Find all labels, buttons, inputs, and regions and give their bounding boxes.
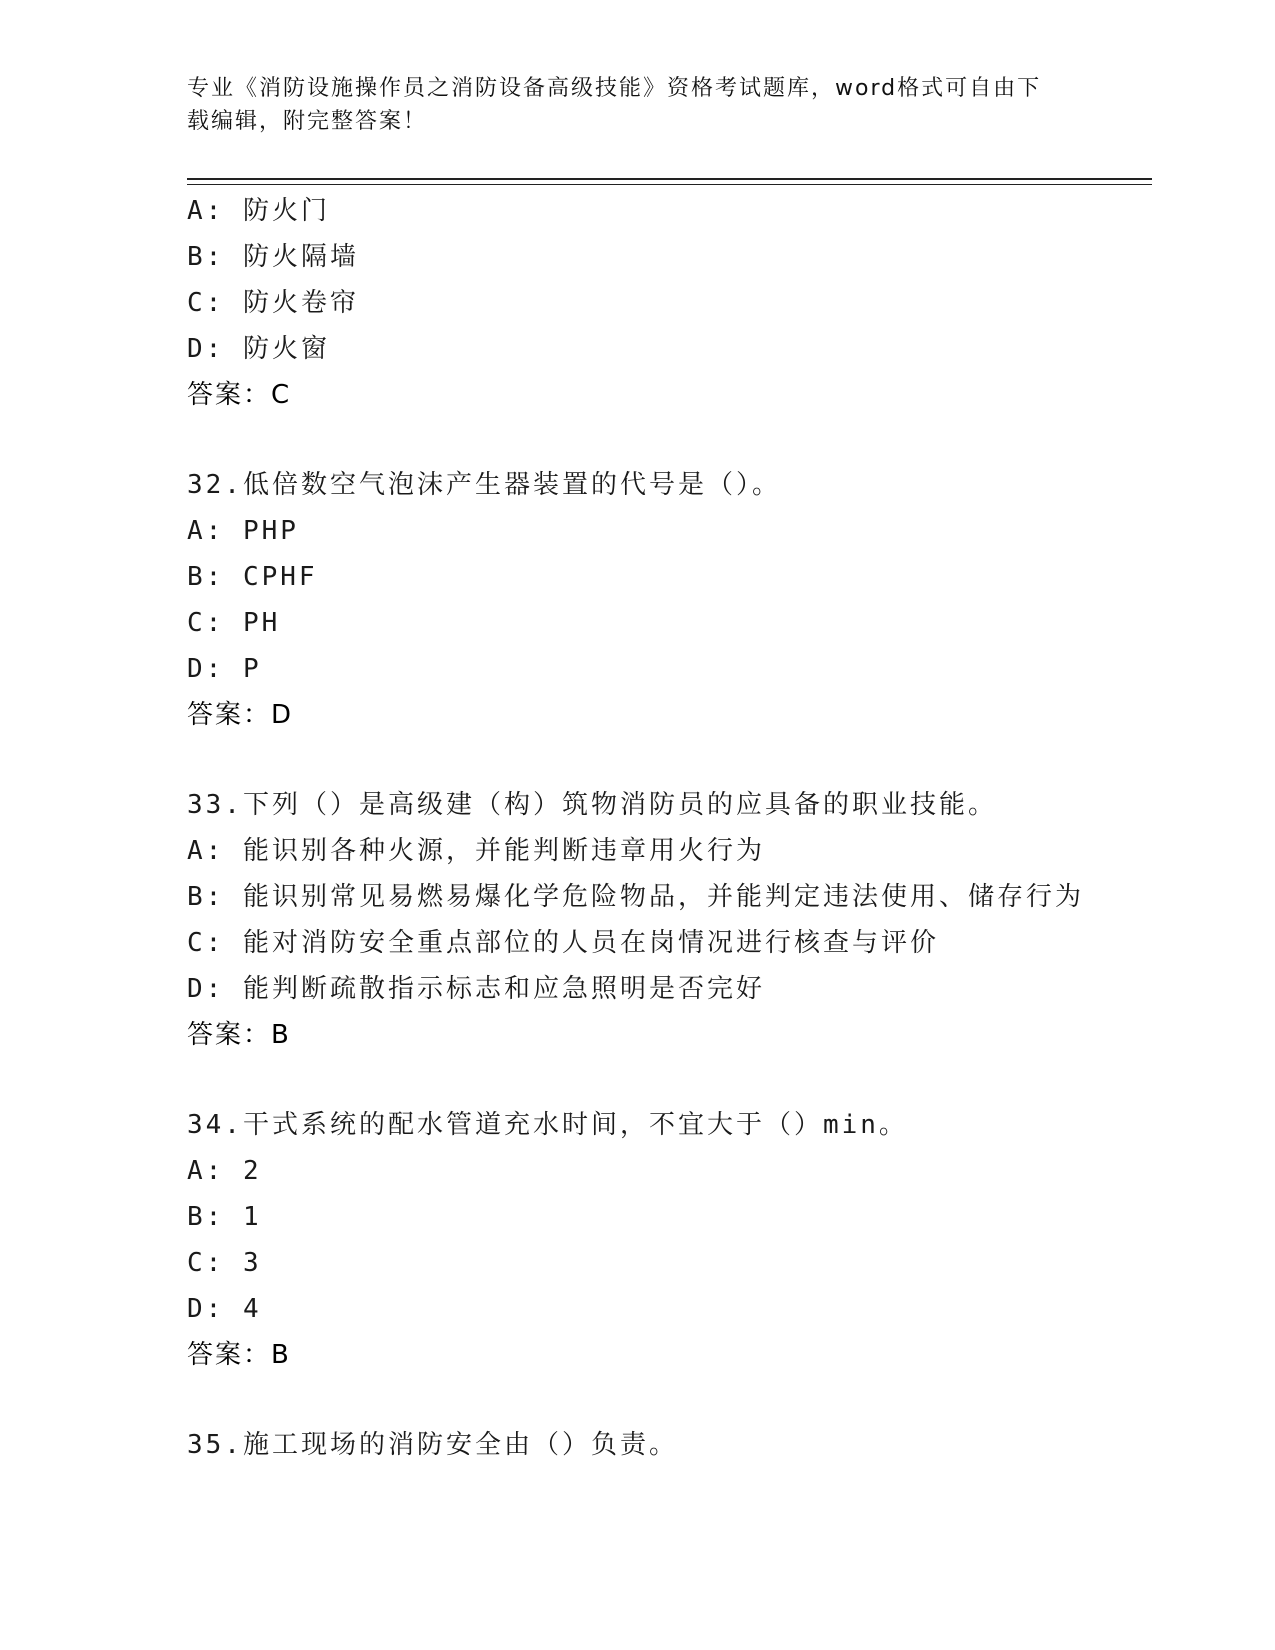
header-divider-thin	[187, 184, 1152, 185]
question-block-34	[187, 1102, 1137, 1378]
option-c: C: 防火卷帘	[187, 288, 359, 318]
option-d: D: P	[187, 654, 262, 684]
question-stem: 34.干式系统的配水管道充水时间，不宜大于（）min。	[187, 1110, 908, 1140]
option-a: A: 2	[187, 1156, 262, 1186]
option-b: B: 能识别常见易燃易爆化学危险物品，并能判定违法使用、储存行为	[187, 882, 1084, 912]
header-divider-thick	[187, 178, 1152, 180]
answer-line: 答案：B	[187, 1020, 291, 1050]
option-c: C: PH	[187, 608, 281, 638]
spacer	[187, 738, 1137, 782]
spacer	[187, 1378, 1137, 1422]
document-header	[187, 72, 1067, 138]
answer-line: 答案：D	[187, 700, 294, 730]
option-d: D: 能判断疏散指示标志和应急照明是否完好	[187, 974, 765, 1004]
question-block-32	[187, 462, 1137, 738]
option-a: A: 防火门	[187, 196, 330, 226]
option-b: B: CPHF	[187, 562, 318, 592]
question-block-31	[187, 188, 1137, 418]
option-c: C: 3	[187, 1248, 262, 1278]
option-b: B: 防火隔墙	[187, 242, 359, 272]
spacer	[187, 418, 1137, 462]
question-block-35	[187, 1422, 1137, 1468]
header-line-1: 专业《消防设施操作员之消防设备高级技能》资格考试题库，word格式可自由下	[187, 76, 1042, 101]
answer-line: 答案：B	[187, 1340, 291, 1370]
option-d: D: 4	[187, 1294, 262, 1324]
question-block-33	[187, 782, 1137, 1058]
option-c: C: 能对消防安全重点部位的人员在岗情况进行核查与评价	[187, 928, 939, 958]
question-stem: 35.施工现场的消防安全由（）负责。	[187, 1430, 678, 1460]
option-a: A: 能识别各种火源，并能判断违章用火行为	[187, 836, 765, 866]
option-a: A: PHP	[187, 516, 299, 546]
question-stem: 33.下列（）是高级建（构）筑物消防员的应具备的职业技能。	[187, 790, 997, 820]
option-d: D: 防火窗	[187, 334, 330, 364]
answer-line: 答案：C	[187, 380, 292, 410]
spacer	[187, 1058, 1137, 1102]
header-line-2: 载编辑，附完整答案！	[187, 109, 428, 134]
question-stem: 32.低倍数空气泡沫产生器装置的代号是（）。	[187, 470, 781, 500]
option-b: B: 1	[187, 1202, 262, 1232]
question-list	[187, 188, 1137, 1468]
